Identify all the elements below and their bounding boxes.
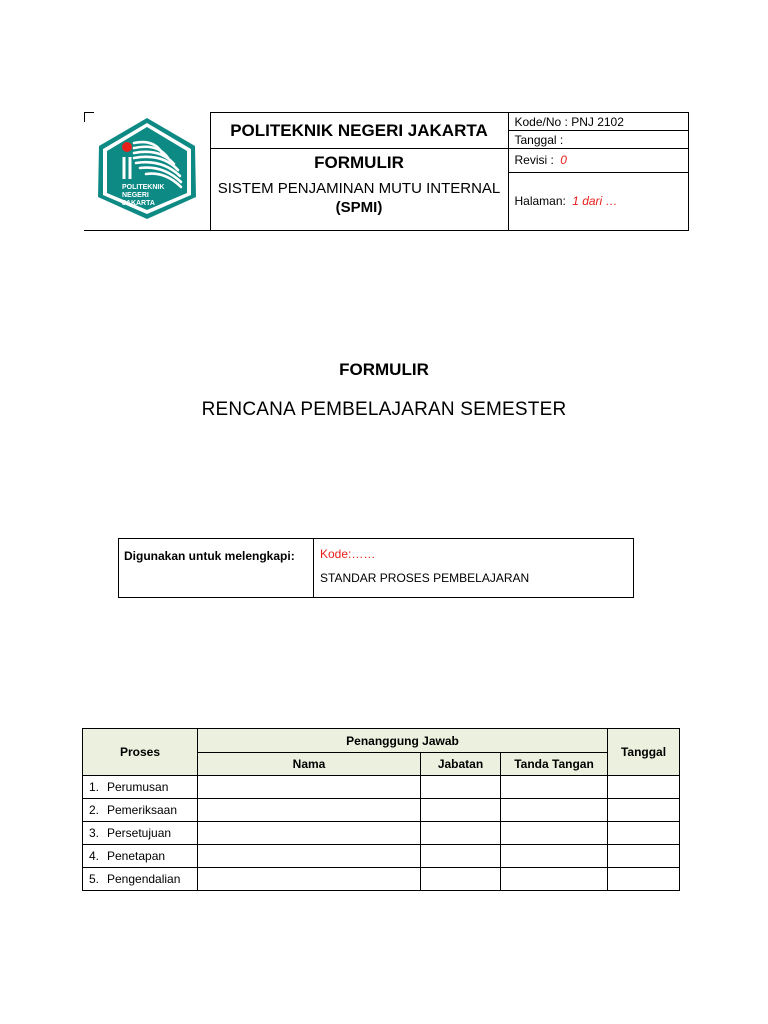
proses-cell bbox=[83, 845, 198, 868]
tanggal-cell bbox=[508, 131, 688, 149]
nama-cell[interactable] bbox=[198, 799, 421, 822]
col-header-proses: Proses bbox=[83, 729, 198, 776]
table-row bbox=[83, 799, 680, 822]
col-header-nama: Nama bbox=[198, 753, 421, 776]
col-header-jabatan: Jabatan bbox=[421, 753, 501, 776]
row-label: Pemeriksaan bbox=[107, 803, 178, 817]
proses-cell bbox=[83, 822, 198, 845]
jabatan-cell[interactable] bbox=[421, 776, 501, 799]
tanggal-cell[interactable] bbox=[608, 868, 680, 891]
tanggal-cell[interactable] bbox=[608, 799, 680, 822]
tanda-cell[interactable] bbox=[501, 868, 608, 891]
table-row bbox=[83, 845, 680, 868]
nama-cell[interactable] bbox=[198, 822, 421, 845]
institution-cell bbox=[210, 113, 508, 149]
row-number: 4. bbox=[89, 849, 100, 863]
usage-label: Digunakan untuk melengkapi: bbox=[119, 539, 314, 598]
page-subtitle: RENCANA PEMBELAJARAN SEMESTER bbox=[201, 399, 567, 420]
row-label: Persetujuan bbox=[107, 826, 172, 840]
logo-text-line: NEGERI bbox=[122, 191, 149, 199]
logo-cell bbox=[84, 113, 210, 231]
system-abbrev: (SPMI) bbox=[335, 199, 383, 216]
tanggal-label: Tanggal : bbox=[514, 132, 564, 147]
proses-cell bbox=[83, 868, 198, 891]
pnj-logo bbox=[84, 113, 210, 225]
approval-table bbox=[82, 728, 680, 891]
tanda-cell[interactable] bbox=[501, 845, 608, 868]
jabatan-cell[interactable] bbox=[421, 868, 501, 891]
nama-cell[interactable] bbox=[198, 776, 421, 799]
proses-cell bbox=[83, 799, 198, 822]
tanggal-cell[interactable] bbox=[608, 822, 680, 845]
halaman-label: Halaman: bbox=[514, 194, 566, 208]
nama-cell[interactable] bbox=[198, 868, 421, 891]
jabatan-cell[interactable] bbox=[421, 822, 501, 845]
halaman-cell bbox=[508, 172, 688, 230]
col-header-tanggal: Tanggal bbox=[608, 729, 680, 776]
jabatan-cell[interactable] bbox=[421, 799, 501, 822]
proses-cell bbox=[83, 776, 198, 799]
tanggal-cell[interactable] bbox=[608, 845, 680, 868]
halaman-value: 1 dari … bbox=[572, 194, 618, 208]
logo-text-line: JAKARTA bbox=[122, 199, 155, 207]
tanggal-cell[interactable] bbox=[608, 776, 680, 799]
col-header-tanda: Tanda Tangan bbox=[501, 753, 608, 776]
row-number: 1. bbox=[89, 780, 100, 794]
jabatan-cell[interactable] bbox=[421, 845, 501, 868]
row-label: Penetapan bbox=[107, 849, 166, 863]
form-label: FORMULIR bbox=[314, 153, 404, 172]
tanda-cell[interactable] bbox=[501, 799, 608, 822]
col-header-penanggung: Penanggung Jawab bbox=[198, 729, 608, 753]
table-row bbox=[83, 822, 680, 845]
logo-text-line: POLITEKNIK bbox=[122, 183, 165, 191]
usage-box bbox=[118, 538, 634, 598]
revisi-cell bbox=[508, 149, 688, 173]
usage-details bbox=[314, 539, 634, 598]
row-label: Pengendalian bbox=[107, 872, 181, 886]
row-label: Perumusan bbox=[107, 780, 169, 794]
kode-cell bbox=[508, 113, 688, 131]
usage-standard: STANDAR PROSES PEMBELAJARAN bbox=[320, 571, 530, 585]
tanda-cell[interactable] bbox=[501, 776, 608, 799]
revisi-value: 0 bbox=[560, 153, 567, 168]
tanda-cell[interactable] bbox=[501, 822, 608, 845]
revisi-label: Revisi : bbox=[514, 153, 554, 168]
table-row bbox=[83, 868, 680, 891]
table-row bbox=[83, 776, 680, 799]
system-name: SISTEM PENJAMINAN MUTU INTERNAL bbox=[217, 180, 501, 197]
institution-name: POLITEKNIK NEGERI JAKARTA bbox=[230, 120, 488, 140]
row-number: 3. bbox=[89, 826, 100, 840]
nama-cell[interactable] bbox=[198, 845, 421, 868]
document-header-table bbox=[84, 112, 689, 231]
page-title: FORMULIR bbox=[339, 360, 429, 379]
row-number: 2. bbox=[89, 803, 100, 817]
usage-kode: Kode:…… bbox=[320, 547, 376, 561]
row-number: 5. bbox=[89, 872, 100, 886]
form-title-cell bbox=[210, 149, 508, 231]
kode-label: Kode/No : PNJ 2102 bbox=[514, 114, 624, 129]
